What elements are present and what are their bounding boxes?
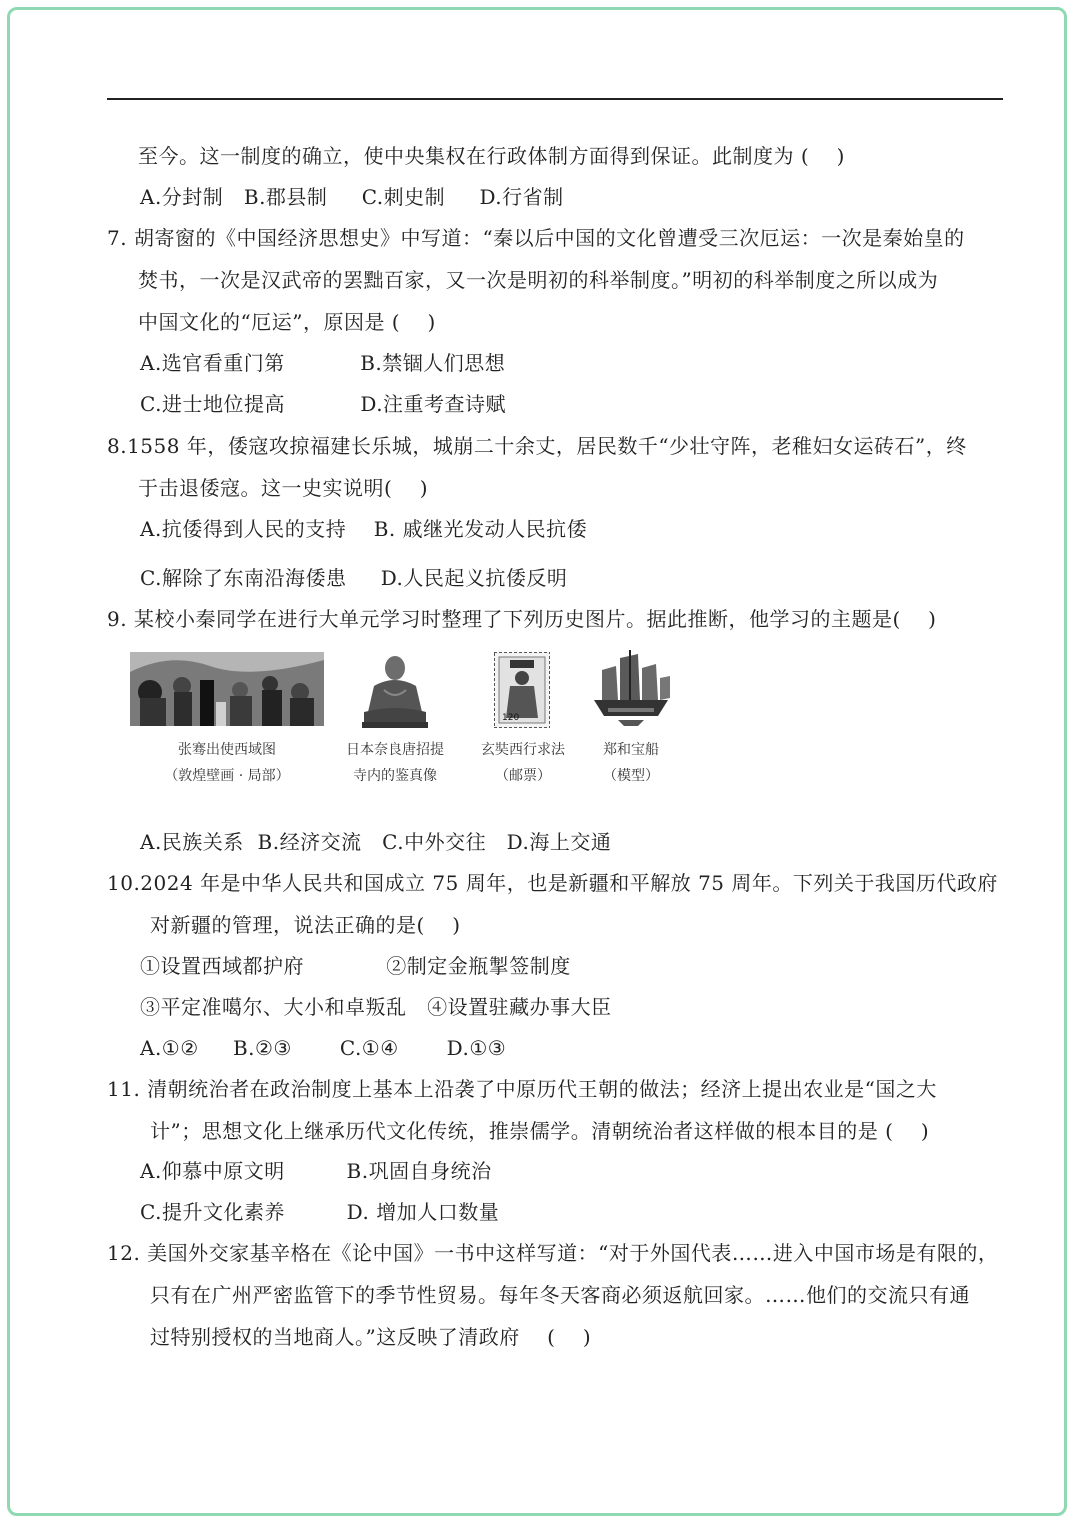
header-rule xyxy=(107,98,1003,100)
pic4-caption-line1: 郑和宝船 xyxy=(603,742,659,758)
pic3-caption-line2: （邮票） xyxy=(495,768,551,784)
q8-options-cd: C.解除了东南沿海倭患 D.人民起义抗倭反明 xyxy=(140,566,568,590)
q12-stem-line2: 只有在广州严密监管下的季节性贸易。每年冬天客商必须返航回家。……他们的交流只有通 xyxy=(150,1283,970,1307)
q11-stem-line1: 11. 清朝统治者在政治制度上基本上沿袭了中原历代王朝的做法；经济上提出农业是“国之大 xyxy=(107,1077,937,1101)
q7-options-ab: A.选官看重门第 B.禁锢人们思想 xyxy=(140,351,506,375)
stamp-value: 120 xyxy=(502,713,520,723)
ship-image xyxy=(588,650,674,726)
q11-options-cd: C.提升文化素养 D. 增加人口数量 xyxy=(140,1200,500,1224)
q10-statements-12: ①设置西域都护府 ②制定金瓶掣签制度 xyxy=(140,954,571,978)
q7-options-cd: C.进士地位提高 D.注重考查诗赋 xyxy=(140,392,507,416)
q7-stem-line1: 7. 胡寄窗的《中国经济思想史》中写道：“秦以后中国的文化曾遭受三次厄运：一次是秦始皇的 xyxy=(107,226,965,250)
pic2-caption-line2: 寺内的鉴真像 xyxy=(353,768,437,784)
q9-picture-row xyxy=(128,648,688,798)
mural-image xyxy=(130,652,324,726)
q10-stem-line1: 10.2024 年是中华人民共和国成立 75 周年，也是新疆和平解放 75 周年。下列关于我国历代政府 xyxy=(107,871,998,895)
q10-statements-34: ③平定准噶尔、大小和卓叛乱 ④设置驻藏办事大臣 xyxy=(140,995,612,1019)
q11-stem-line2: 计”；思想文化上继承历代文化传统，推崇儒学。清朝统治者这样做的根本目的是 ( ) xyxy=(150,1119,930,1143)
pic1-caption-line1: 张骞出使西域图 xyxy=(178,742,276,758)
q6-options: A.分封制 B.郡县制 C.刺史制 D.行省制 xyxy=(140,185,564,209)
pic2-caption-line1: 日本奈良唐招提 xyxy=(346,742,444,758)
q12-stem-line1: 12. 美国外交家基辛格在《论中国》一书中这样写道：“对于外国代表……进入中国市场是有限的， xyxy=(107,1241,999,1265)
stamp-image xyxy=(494,652,550,728)
pic4-caption-line2: （模型） xyxy=(603,768,659,784)
q10-stem-line2: 对新疆的管理，说法正确的是( ) xyxy=(150,913,461,937)
q9-stem: 9. 某校小秦同学在进行大单元学习时整理了下列历史图片。据此推断，他学习的主题是( ) xyxy=(107,607,937,631)
pic3-caption-line1: 玄奘西行求法 xyxy=(481,742,565,758)
q10-options: A.①② B.②③ C.①④ D.①③ xyxy=(140,1036,507,1060)
q8-stem-line2: 于击退倭寇。这一史实说明( ) xyxy=(138,476,429,500)
statue-image xyxy=(360,650,430,728)
q7-stem-line2: 焚书，一次是汉武帝的罢黜百家，又一次是明初的科举制度。”明初的科举制度之所以成为 xyxy=(138,268,939,292)
q12-stem-line3: 过特别授权的当地商人。”这反映了清政府 ( ) xyxy=(150,1325,592,1349)
q8-stem-line1: 8.1558 年，倭寇攻掠福建长乐城，城崩二十余丈，居民数千“少壮守阵，老稚妇女运砖石”，终 xyxy=(107,434,967,458)
q9-options: A.民族关系 B.经济交流 C.中外交往 D.海上交通 xyxy=(140,830,612,854)
q8-options-ab: A.抗倭得到人民的支持 B. 戚继光发动人民抗倭 xyxy=(140,517,588,541)
pic1-caption-line2: （敦煌壁画 · 局部） xyxy=(164,768,290,784)
q7-stem-line3: 中国文化的“厄运”，原因是 ( ) xyxy=(138,310,436,334)
q11-options-ab: A.仰慕中原文明 B.巩固自身统治 xyxy=(140,1159,492,1183)
q6-continuation: 至今。这一制度的确立，使中央集权在行政体制方面得到保证。此制度为 ( ) xyxy=(138,144,845,168)
